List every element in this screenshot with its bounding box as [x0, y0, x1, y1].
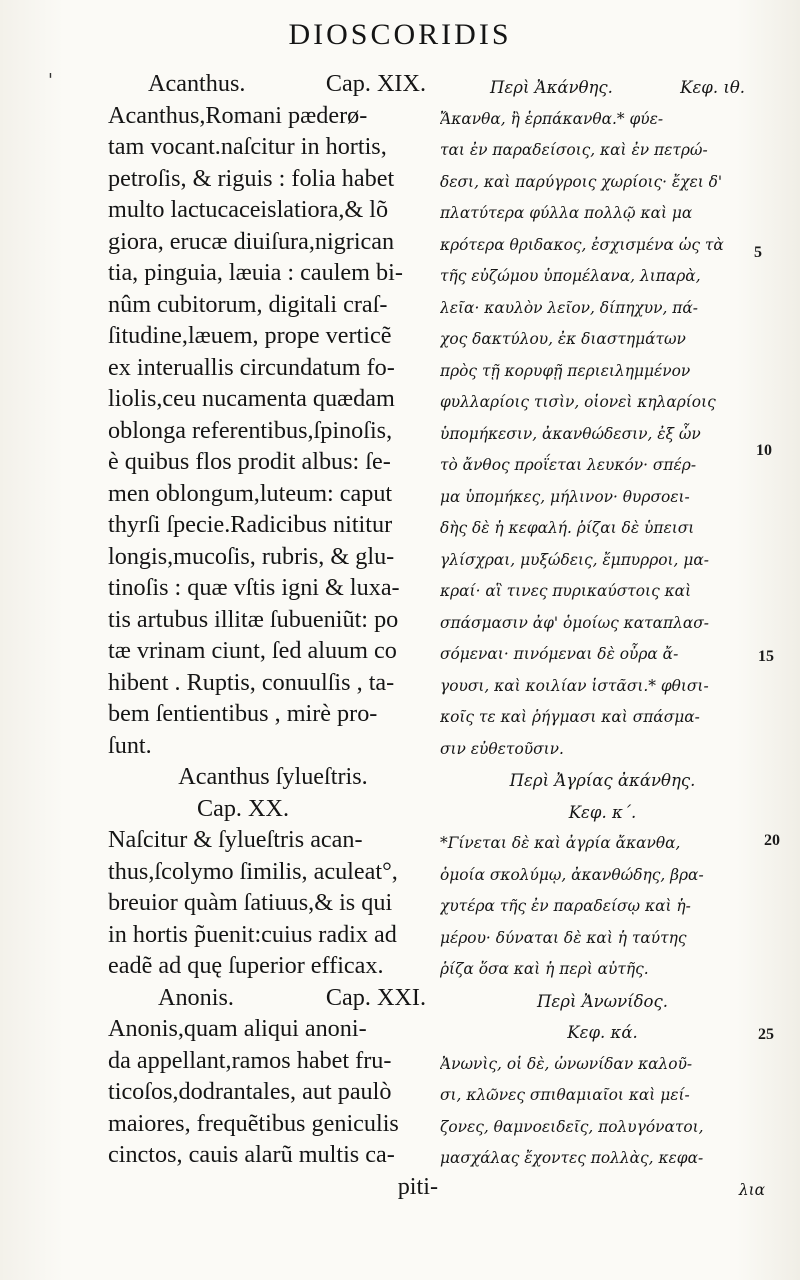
text-line: Anonis,quam aliqui anoni-	[108, 1015, 367, 1042]
text-line: χυτέρα τῆς ἐν παραδείσῳ καὶ ἡ-	[440, 897, 691, 915]
text-line: cinctos, cauis alarũ multis ca-	[108, 1141, 395, 1168]
margin-line-numbers	[748, 0, 800, 1280]
text-line: ex interuallis circundatum fo-	[108, 353, 395, 381]
text-line: piti-	[397, 1172, 438, 1200]
text-line: tinoſis : quæ vſtis igni & luxa-	[108, 574, 400, 601]
text-line: eadẽ ad quę ſuperior efficax.	[108, 952, 384, 979]
text-line: κραί· αἳ τινες πυρικαύστοις καὶ	[440, 582, 692, 600]
text-line: *Γίνεται δὲ καὶ ἀγρία ἄκανθα,	[440, 834, 681, 852]
chapter-number: Κεφ. κ΄.	[568, 802, 637, 822]
text-line: è quibus flos prodit albus: ſe-	[108, 448, 391, 475]
text-line: τὸ ἄνθος προΐεται λευκόν· σπέρ-	[440, 456, 697, 474]
line-number-15: 15	[758, 648, 774, 665]
chapter-title: Περὶ Ἀκάνθης.	[490, 78, 613, 97]
text-line: μέρου· δύναται δὲ καὶ ἡ ταύτης	[440, 928, 687, 947]
text-line: bem ſentientibus , mirè pro-	[108, 700, 378, 727]
latin-column	[108, 68, 438, 1202]
text-line: Ἄκανθα, ἢ ἑρπάκανθα.* φύε-	[440, 109, 664, 128]
running-head: DIOSCORIDIS	[288, 18, 512, 51]
latin-paragraph-19	[108, 100, 438, 762]
chapter-title: Περὶ Ἀνωνίδος.	[537, 991, 668, 1011]
text-line: μασχάλας ἔχοντες πολλὰς, κεφα-	[440, 1149, 704, 1167]
chapter-heading-latin-19	[108, 68, 438, 100]
text-line: γουσι, καὶ κοιλίαν ἱστᾶσι.* φθισι-	[440, 676, 709, 695]
text-line: maiores, frequẽtibus geniculis	[108, 1109, 399, 1137]
text-line: tia, pinguia, læuia : caulem bi-	[108, 259, 403, 286]
text-line: tæ vrinam ciunt, ſed aluum co	[108, 637, 397, 664]
text-line: Naſcitur & ſylueſtris acan-	[108, 826, 363, 853]
text-line: κρότερα θριδακος, ἐσχισμένα ὡς τὰ	[440, 235, 724, 254]
chapter-number: Cap. XXI.	[325, 983, 426, 1011]
text-line: Ἀνωνὶς, οἱ δὲ, ὠνωνίδαν καλοῦ-	[440, 1054, 693, 1073]
text-line: petroſis, & riguis : folia habet	[108, 164, 395, 192]
text-line: σπάσμασιν ἀφ' ὁμοίως καταπλασ-	[440, 613, 709, 632]
text-line: longis,mucoſis, rubris, & glu-	[108, 542, 395, 570]
line-number-10: 10	[756, 442, 772, 459]
greek-paragraph-21	[440, 1049, 765, 1207]
greek-paragraph-20	[440, 828, 765, 986]
text-line: ὑπομήκεσιν, ἀκανθώδεσιν, ἐξ ὧν	[440, 424, 701, 443]
text-line: κοῖς τε καὶ ῥήγμασι καὶ σπάσμα-	[440, 708, 700, 726]
line-number-20: 20	[764, 832, 780, 849]
chapter-number: Κεφ. κά.	[567, 1023, 638, 1042]
text-line: da appellant,ramos habet fru-	[108, 1046, 392, 1074]
latin-paragraph-20	[108, 824, 438, 982]
chapter-title: Anonis.	[158, 983, 234, 1011]
text-line: thyrſi ſpecie.Radicibus nititur	[108, 511, 393, 538]
chapter-number: Κεφ. ιθ.	[680, 78, 745, 97]
text-line: hibent . Ruptis, conuulſis , ta-	[108, 668, 395, 696]
text-line: multo lactucaceislatiora,& lõ	[108, 196, 389, 223]
text-line: tam vocant.naſcitur in hortis,	[108, 133, 387, 160]
text-line: giora, erucæ diuiſura,nigrican	[108, 227, 395, 255]
text-line: λια	[738, 1180, 765, 1199]
text-line: γλίσχραι, μυξώδεις, ἔμπυρροι, μα-	[440, 550, 709, 569]
text-line: nûm cubitorum, digitali craſ-	[108, 290, 388, 318]
line-number-5: 5	[754, 244, 762, 261]
text-line: oblonga referentibus,ſpinoſis,	[108, 416, 393, 444]
text-line: ται ἐν παραδείσοις, καὶ ἐν πετρώ-	[440, 141, 708, 159]
line-number-25: 25	[758, 1026, 774, 1043]
text-line: breuior quàm ſatiuus,& is qui	[108, 889, 393, 916]
chapter-title: Περὶ Ἀγρίας ἀκάνθης.	[509, 771, 696, 790]
text-line: μα ὑπομήκες, μήλινον· θυρσοει-	[440, 487, 690, 506]
text-line: ſitudine,læuem, prope verticẽ	[108, 322, 392, 349]
text-line: φυλλαρίοις τισὶν, οἱονεὶ κηλαρίοις	[440, 393, 716, 411]
text-line: ζονες, θαμνοειδεῖς, πολυγόνατοι,	[440, 1117, 704, 1136]
text-line: ſunt.	[108, 731, 152, 759]
text-line: ticoſos,dodrantales, aut paulò	[108, 1078, 392, 1105]
chapter-number: Cap. XX.	[196, 794, 290, 822]
greek-paragraph-19	[440, 104, 765, 766]
text-line: τῆς εὐζώμου ὑπομέλανα, λιπαρὰ,	[440, 267, 701, 285]
chapter-title: Acanthus.	[148, 70, 246, 97]
text-line: σόμεναι· πινόμεναι δὲ οὖρα ἄ-	[440, 645, 679, 663]
text-line: Acanthus,Romani pæderø-	[108, 101, 368, 129]
text-line: πλατύτερα φύλλα πολλῷ καὶ μα	[440, 204, 693, 222]
text-line: in hortis p̃uenit:cuius radix ad	[108, 920, 397, 948]
latin-paragraph-21	[108, 1013, 438, 1202]
chapter-title: Acanthus ſylueſtris.	[178, 763, 368, 790]
text-line: δεσι, καὶ παρύγροις χωρίοις· ἔχει δ'	[440, 172, 723, 191]
text-line: σιν εὐθετοῦσιν.	[440, 739, 564, 758]
text-line: thus,ſcolymo ſimilis, aculeat°,	[108, 857, 398, 885]
text-line: σι, κλῶνες σπιθαμιαῖοι καὶ μεί-	[440, 1086, 690, 1104]
text-line: χος δακτύλου, ἐκ διαστημάτων	[440, 330, 686, 348]
text-line: λεῖα· καυλὸν λεῖον, δίπηχυν, πά-	[440, 298, 698, 317]
margin-tick-mark: '	[48, 70, 53, 91]
text-line: ὁμοία σκολύμῳ, ἀκανθώδης, βρα-	[440, 865, 704, 884]
text-line: ῥίζα ὅσα καὶ ἡ περὶ αὐτῆς.	[440, 960, 649, 978]
text-line: men oblongum,luteum: caput	[108, 479, 393, 507]
text-line: tis artubus illitæ ſubueniũt: po	[108, 605, 399, 633]
chapter-number: Cap. XIX.	[325, 70, 426, 97]
text-line: πρὸς τῇ κορυφῇ περιειλημμένον	[440, 361, 691, 380]
text-line: liolis,ceu nucamenta quædam	[108, 385, 395, 412]
text-line: δὴς δὲ ἡ κεφαλή. ῥίζαι δὲ ὑπεισι	[440, 519, 695, 537]
chapter-heading-greek-19	[440, 72, 765, 104]
chapter-heading-latin-21	[108, 982, 438, 1014]
greek-column	[440, 72, 765, 1206]
